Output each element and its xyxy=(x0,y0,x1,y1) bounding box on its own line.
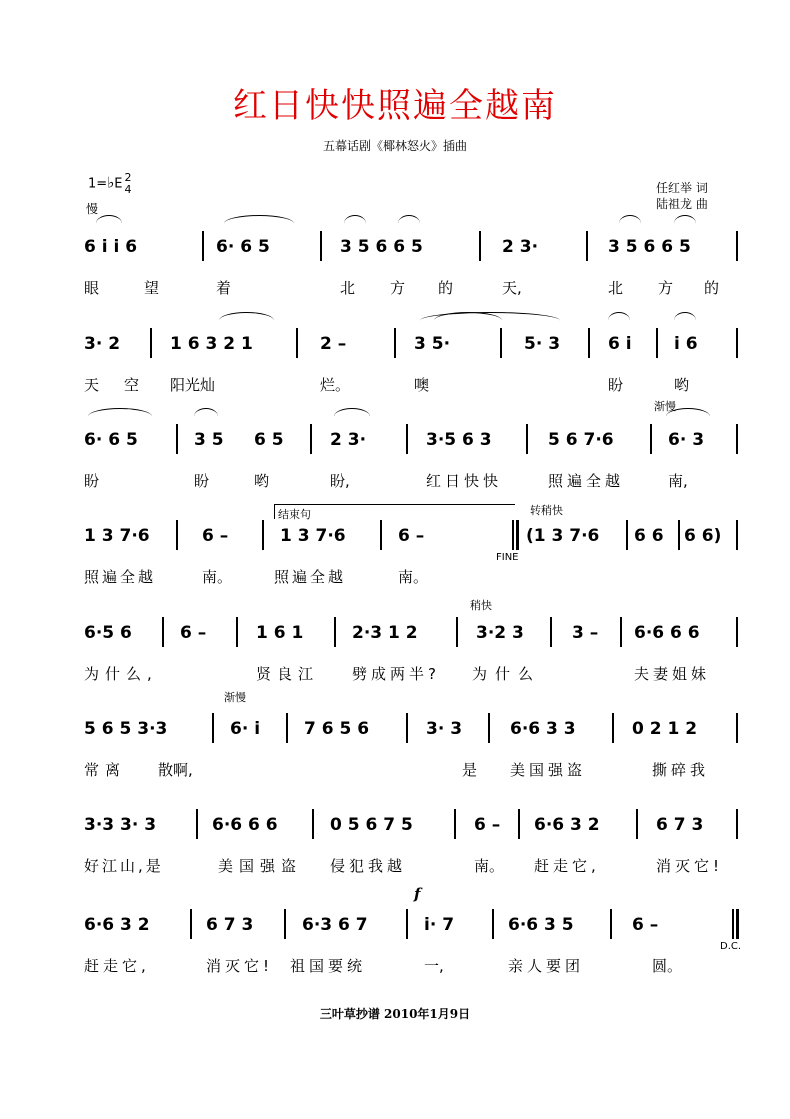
lyric: 望 xyxy=(144,279,160,297)
measure-7: 6 6) xyxy=(684,526,722,546)
measure-1: 6·5 6 xyxy=(84,623,132,643)
notes-row xyxy=(84,719,744,759)
notes-row xyxy=(84,430,744,470)
time-top: 2 xyxy=(124,171,132,184)
measure-1: 6· 6 5 xyxy=(84,430,138,450)
lyric: 南, xyxy=(668,472,688,490)
lyric: 的 xyxy=(704,279,720,297)
lyric: 盼 xyxy=(194,472,210,490)
measure-2: 6 – xyxy=(202,526,229,546)
notes-row xyxy=(84,915,744,955)
lyric: 是 xyxy=(462,761,478,779)
dc-mark: D.C. xyxy=(720,941,742,952)
measure-3: 6·3 6 7 xyxy=(302,915,368,935)
measure-1: 1 3 7·6 xyxy=(84,526,150,546)
lyric: 散啊, xyxy=(158,761,193,779)
measure-5: 6·6 3 5 xyxy=(508,915,574,935)
song-title: 红日快快照遍全越南 xyxy=(233,86,557,126)
lyric: 劈成两半? xyxy=(352,665,440,683)
lyric: 空 xyxy=(124,376,140,394)
notes-row xyxy=(84,334,744,374)
ending-phrase-label: 结束句 xyxy=(278,508,311,521)
measure-2: 6 7 3 xyxy=(206,915,254,935)
measure-4: 2 3· xyxy=(502,237,539,257)
measure-6: 6 6 xyxy=(634,526,664,546)
notes-row xyxy=(84,623,744,663)
measure-1: 5 6 5 3·3 xyxy=(84,719,168,739)
lyric: 方 xyxy=(390,279,406,297)
fine-mark: FINE xyxy=(496,552,519,563)
measure-1: 6·6 3 2 xyxy=(84,915,150,935)
lyric: 消灭它! xyxy=(206,957,274,975)
lyric: 哟 xyxy=(674,376,690,394)
measure-1: 3· 2 xyxy=(84,334,121,354)
lyric: 眼 xyxy=(84,279,100,297)
lyric: 亲人要团 xyxy=(508,957,585,975)
lyric: 照遍全越 xyxy=(84,568,157,586)
measure-6: 6 i xyxy=(608,334,632,354)
measure-1: 6 i i 6 xyxy=(84,237,138,257)
tempo-marking: 慢 xyxy=(86,202,99,216)
lyric: 北 xyxy=(608,279,624,297)
tempo-mark-slightly-faster: 稍快 xyxy=(470,599,492,612)
measure-4: 3· 3 xyxy=(426,719,463,739)
notes-row xyxy=(84,526,744,566)
measure-2: 3 5 xyxy=(194,430,224,450)
lyric: 赶走它, xyxy=(84,957,150,975)
measure-2: 6· i xyxy=(230,719,261,739)
key-prefix: 1= xyxy=(88,176,108,192)
lyric: 赶走它, xyxy=(534,857,600,875)
lyric: 圆。 xyxy=(652,957,683,975)
lyric: 美国强盗 xyxy=(510,761,587,779)
measure-4: 2·3 1 2 xyxy=(352,623,418,643)
lyric: 南。 xyxy=(202,568,233,586)
time-signature xyxy=(124,172,131,196)
lyric: 北 xyxy=(340,279,356,297)
lyric: 方 xyxy=(658,279,674,297)
lyric: 照遍全越 xyxy=(274,568,347,586)
measure-5: 3·2 3 xyxy=(476,623,524,643)
lyric: 撕碎我 xyxy=(652,761,710,779)
measure-5: 6·6 3 2 xyxy=(534,815,600,835)
credits xyxy=(656,180,708,212)
measure-7: 6·6 6 6 xyxy=(634,623,700,643)
measure-7: i 6 xyxy=(674,334,698,354)
measure-4: 6 – xyxy=(474,815,501,835)
measure-6: 5 6 7·6 xyxy=(548,430,614,450)
lyric: 常离 xyxy=(84,761,127,779)
tempo-mark-slightly-faster: 转稍快 xyxy=(530,504,563,517)
key-signature xyxy=(88,172,131,196)
measure-3: 1 6 1 xyxy=(256,623,304,643)
lyric: 哟 xyxy=(254,472,270,490)
lyric: 着 xyxy=(216,279,232,297)
lyric: 为什么 xyxy=(472,665,542,683)
measure-2: 6·6 6 6 xyxy=(212,815,278,835)
measure-1: 3·3 3· 3 xyxy=(84,815,157,835)
measure-3: 2 – xyxy=(320,334,347,354)
measure-5: 3·5 6 3 xyxy=(426,430,492,450)
measure-3: 7 6 5 6 xyxy=(304,719,370,739)
measure-6: 6 7 3 xyxy=(656,815,704,835)
measure-2: 6· 6 5 xyxy=(216,237,270,257)
lyric: 美国强盗 xyxy=(218,857,303,875)
lyric: 的 xyxy=(438,279,454,297)
lyric: 祖国要统 xyxy=(290,957,367,975)
lyric: 侵犯我越 xyxy=(330,857,407,875)
measure-6: 3 – xyxy=(572,623,599,643)
lyric: 噢 xyxy=(414,376,430,394)
lyric: 天 xyxy=(84,376,100,394)
lyric: 盼, xyxy=(330,472,350,490)
lyric: 一, xyxy=(424,957,444,975)
tempo-mark-gradually-slower: 渐慢 xyxy=(224,691,246,704)
key-note: E xyxy=(114,176,123,192)
lyric: 烂。 xyxy=(320,376,351,394)
measure-2: 6 – xyxy=(180,623,207,643)
lyric: 消灭它! xyxy=(656,857,724,875)
lyric: 盼 xyxy=(608,376,624,394)
lyric: 南。 xyxy=(398,568,429,586)
lyric: 南。 xyxy=(474,857,505,875)
measure-5: 6·6 3 3 xyxy=(510,719,576,739)
lyric: 天, xyxy=(502,279,522,297)
measure-7: 6· 3 xyxy=(668,430,705,450)
transcriber-footer: 三叶草抄谱 2010年1月9日 xyxy=(319,1007,471,1021)
measure-3: 0 5 6 7 5 xyxy=(330,815,413,835)
measure-4: i· 7 xyxy=(424,915,455,935)
lyric: 阳光灿 xyxy=(170,376,216,394)
measure-6: 0 2 1 2 xyxy=(632,719,698,739)
measure-3: 1 3 7·6 xyxy=(280,526,346,546)
lyricist: 任红举 词 xyxy=(656,181,708,195)
tempo-mark-gradually-slower: 渐慢 xyxy=(654,400,676,413)
measure-3: 3 5 6 6 5 xyxy=(340,237,423,257)
song-subtitle: 五幕话剧《椰林怒火》插曲 xyxy=(322,139,467,153)
notes-row xyxy=(84,815,744,855)
measure-5: (1 3 7·6 xyxy=(526,526,600,546)
measure-5: 3 5 6 6 5 xyxy=(608,237,691,257)
composer: 陆祖龙 曲 xyxy=(656,197,708,211)
lyric: 好江山,是 xyxy=(84,857,164,875)
lyric: 盼 xyxy=(84,472,100,490)
measure-6: 6 – xyxy=(632,915,659,935)
lyric: 红日快快 xyxy=(426,472,503,490)
forte-mark: f xyxy=(414,885,421,903)
lyric: 为什么, xyxy=(84,665,158,683)
lyric: 照遍全越 xyxy=(548,472,625,490)
measure-4: 3 5· xyxy=(414,334,451,354)
lyric: 贤良江 xyxy=(256,665,320,683)
measure-5: 5· 3 xyxy=(524,334,561,354)
flat-sign: ♭ xyxy=(107,173,115,192)
measure-4: 6 – xyxy=(398,526,425,546)
measure-3: 6 5 xyxy=(254,430,284,450)
time-bottom: 4 xyxy=(124,183,132,196)
measure-2: 1 6 3 2 1 xyxy=(170,334,253,354)
lyric: 夫妻姐妹 xyxy=(634,665,711,683)
notes-row xyxy=(84,237,744,277)
measure-4: 2 3· xyxy=(330,430,367,450)
